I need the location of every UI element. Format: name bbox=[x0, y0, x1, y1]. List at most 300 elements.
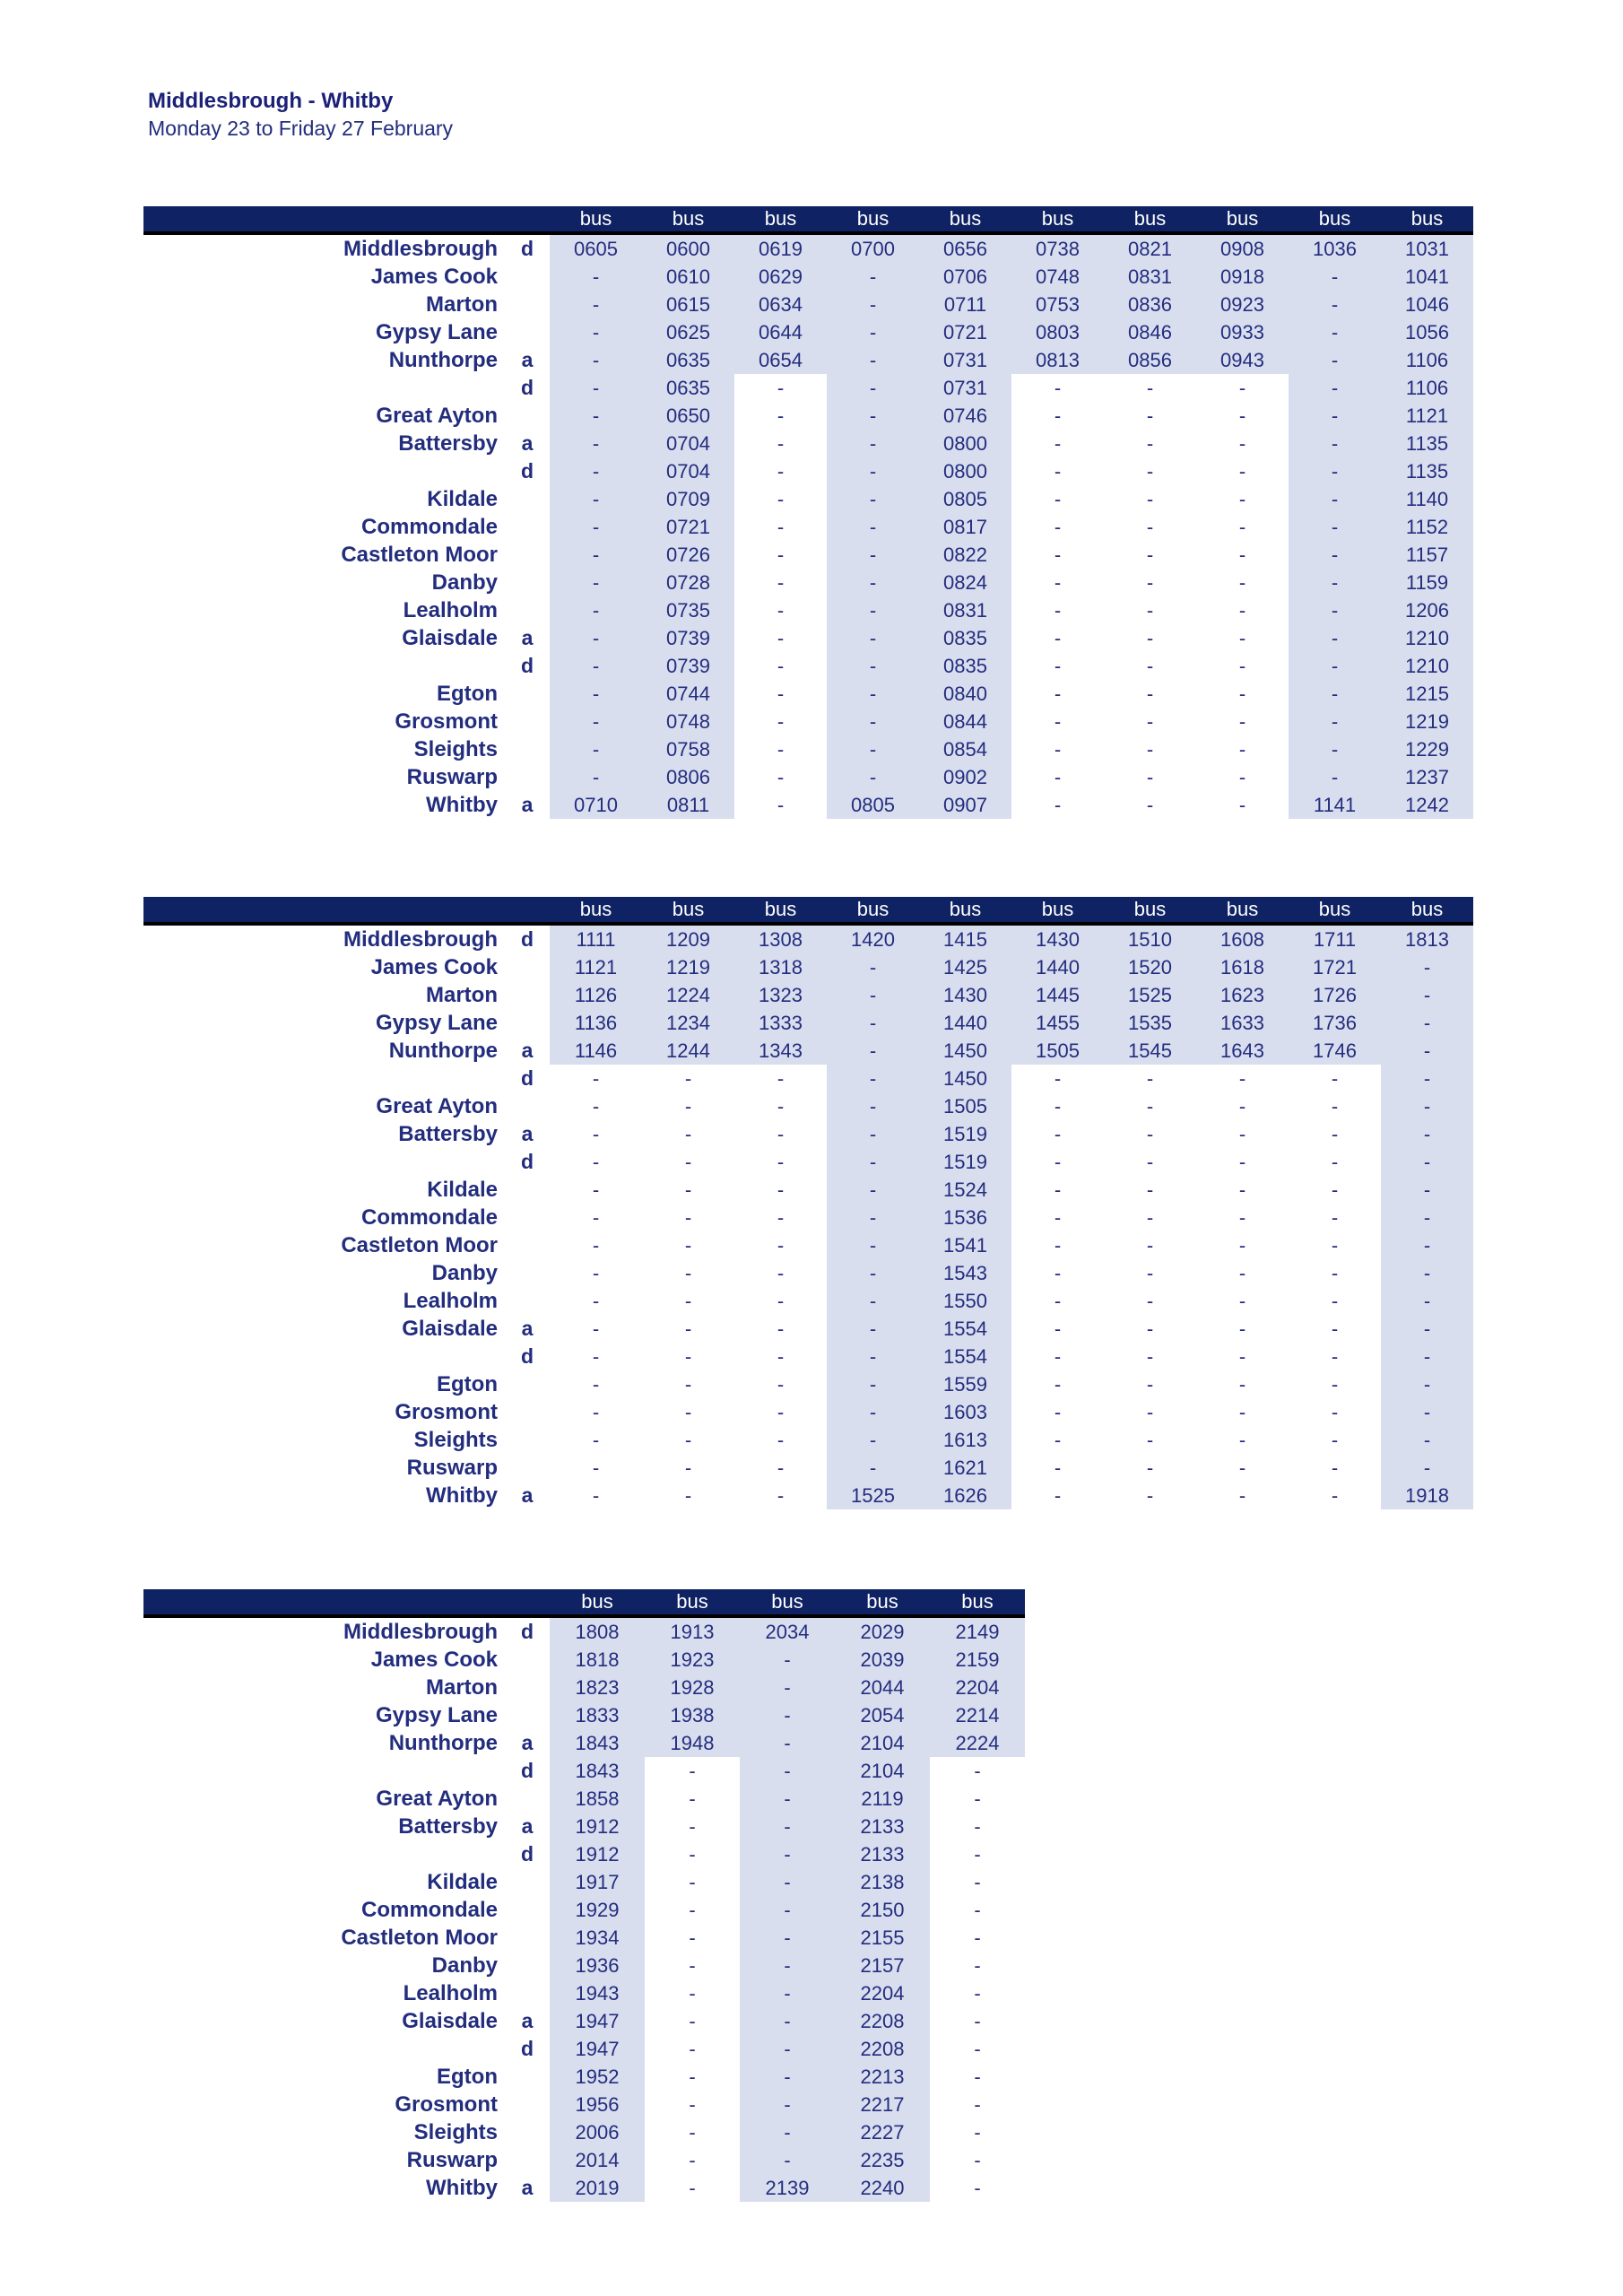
time-cell: 0726 bbox=[642, 541, 734, 569]
time-cell: - bbox=[734, 1315, 827, 1343]
station-name: Kildale bbox=[427, 1869, 498, 1894]
time-cell: 1934 bbox=[550, 1924, 645, 1952]
time-cell: - bbox=[1196, 1231, 1289, 1259]
time-cell: - bbox=[827, 485, 919, 513]
time-cell: - bbox=[740, 2146, 835, 2174]
station-name: Sleights bbox=[413, 2119, 498, 2144]
time-cell: - bbox=[740, 2118, 835, 2146]
time-cell: - bbox=[827, 1148, 919, 1176]
time-cell: 1524 bbox=[919, 1176, 1011, 1204]
time-cell: 1157 bbox=[1381, 541, 1473, 569]
table-row bbox=[143, 1924, 1025, 1952]
time-cell: 0835 bbox=[919, 624, 1011, 652]
time-cell: - bbox=[734, 374, 827, 402]
time-cell: - bbox=[1011, 1120, 1104, 1148]
time-cell: - bbox=[740, 1840, 835, 1868]
arrive-depart-marker bbox=[505, 1426, 550, 1454]
time-cell: 0700 bbox=[827, 233, 919, 263]
time-cell: - bbox=[827, 1009, 919, 1037]
table-row bbox=[143, 1370, 1473, 1398]
station-name: James Cook bbox=[370, 954, 498, 979]
bus-header-label: bus bbox=[550, 1589, 645, 1616]
time-cell: - bbox=[1104, 402, 1196, 430]
time-cell: 1541 bbox=[919, 1231, 1011, 1259]
time-cell: 0739 bbox=[642, 652, 734, 680]
time-cell: - bbox=[550, 513, 642, 541]
time-cell: - bbox=[827, 1454, 919, 1482]
station-name: Gypsy Lane bbox=[375, 319, 498, 344]
station-name: Ruswarp bbox=[406, 1455, 498, 1480]
time-cell: - bbox=[827, 680, 919, 708]
time-cell: - bbox=[827, 652, 919, 680]
time-cell: - bbox=[827, 513, 919, 541]
arrive-depart-marker bbox=[505, 1701, 550, 1729]
table-row bbox=[143, 981, 1473, 1009]
time-cell: - bbox=[930, 2091, 1025, 2118]
arrive-depart-marker bbox=[505, 541, 550, 569]
time-cell: - bbox=[1196, 763, 1289, 791]
time-cell: 0758 bbox=[642, 735, 734, 763]
time-cell: - bbox=[740, 1646, 835, 1674]
time-cell: - bbox=[734, 541, 827, 569]
arrive-depart-marker bbox=[505, 513, 550, 541]
time-cell: 2029 bbox=[835, 1616, 930, 1646]
time-cell: - bbox=[550, 624, 642, 652]
time-cell: 1545 bbox=[1104, 1037, 1196, 1065]
time-cell: - bbox=[1104, 1176, 1196, 1204]
time-cell: - bbox=[827, 708, 919, 735]
time-cell: - bbox=[550, 1176, 642, 1204]
station-name: Lealholm bbox=[403, 597, 498, 622]
time-cell: 1140 bbox=[1381, 485, 1473, 513]
time-cell: 0735 bbox=[642, 596, 734, 624]
time-cell: 0923 bbox=[1196, 291, 1289, 318]
time-cell: - bbox=[1289, 1259, 1381, 1287]
time-cell: - bbox=[1011, 1482, 1104, 1509]
time-cell: - bbox=[1381, 1065, 1473, 1092]
time-cell: - bbox=[734, 1454, 827, 1482]
time-cell: 1525 bbox=[827, 1482, 919, 1509]
time-cell: - bbox=[827, 402, 919, 430]
arrive-depart-marker: d bbox=[520, 1759, 534, 1782]
bus-header-label: bus bbox=[1011, 897, 1104, 924]
time-cell: 2138 bbox=[835, 1868, 930, 1896]
bus-header-label: bus bbox=[919, 206, 1011, 233]
time-cell: 2217 bbox=[835, 2091, 930, 2118]
station-name: Danby bbox=[431, 1260, 498, 1285]
arrive-depart-marker bbox=[505, 1370, 550, 1398]
time-cell: 1041 bbox=[1381, 263, 1473, 291]
time-cell: - bbox=[827, 1092, 919, 1120]
station-name: Nunthorpe bbox=[388, 347, 498, 372]
time-cell: - bbox=[550, 430, 642, 457]
station-name: Marton bbox=[426, 1674, 498, 1700]
station-name: Lealholm bbox=[403, 1980, 498, 2005]
table-row bbox=[143, 1315, 1473, 1343]
time-cell: - bbox=[550, 1482, 642, 1509]
time-cell: - bbox=[1289, 1092, 1381, 1120]
time-cell: 0817 bbox=[919, 513, 1011, 541]
arrive-depart-marker bbox=[505, 1398, 550, 1426]
time-cell: 1440 bbox=[919, 1009, 1011, 1037]
time-cell: 1823 bbox=[550, 1674, 645, 1701]
time-cell: - bbox=[1196, 1454, 1289, 1482]
time-cell: - bbox=[734, 1287, 827, 1315]
time-cell: - bbox=[550, 569, 642, 596]
time-cell: - bbox=[642, 1065, 734, 1092]
time-cell: - bbox=[645, 2146, 740, 2174]
time-cell: 2240 bbox=[835, 2174, 930, 2202]
station-name: Castleton Moor bbox=[341, 1925, 498, 1950]
table-row bbox=[143, 1037, 1473, 1065]
time-cell: - bbox=[642, 1204, 734, 1231]
time-cell: - bbox=[827, 763, 919, 791]
time-cell: 0711 bbox=[919, 291, 1011, 318]
time-cell: 1535 bbox=[1104, 1009, 1196, 1037]
table-row bbox=[143, 430, 1473, 457]
time-cell: - bbox=[1011, 485, 1104, 513]
time-cell: - bbox=[1196, 1092, 1289, 1120]
table-row bbox=[143, 1646, 1025, 1674]
arrive-depart-marker bbox=[505, 1287, 550, 1315]
table-row bbox=[143, 1674, 1025, 1701]
time-cell: - bbox=[645, 1757, 740, 1785]
table-row bbox=[143, 1120, 1473, 1148]
table-row bbox=[143, 1701, 1025, 1729]
time-cell: - bbox=[827, 1037, 919, 1065]
time-cell: 1948 bbox=[645, 1729, 740, 1757]
bus-header-label: bus bbox=[1104, 206, 1196, 233]
station-name: Middlesbrough bbox=[343, 926, 498, 952]
time-cell: - bbox=[645, 1785, 740, 1813]
time-cell: - bbox=[550, 457, 642, 485]
arrive-depart-marker bbox=[505, 1646, 550, 1674]
time-cell: - bbox=[1011, 430, 1104, 457]
time-cell: - bbox=[1011, 1398, 1104, 1426]
time-cell: 1519 bbox=[919, 1148, 1011, 1176]
time-cell: 1554 bbox=[919, 1315, 1011, 1343]
time-cell: - bbox=[550, 1287, 642, 1315]
table-row bbox=[143, 1398, 1473, 1426]
time-cell: - bbox=[1289, 1343, 1381, 1370]
time-cell: - bbox=[550, 291, 642, 318]
table-row bbox=[143, 1259, 1473, 1287]
station-name: Egton bbox=[437, 2064, 498, 2089]
time-cell: 1106 bbox=[1381, 374, 1473, 402]
time-cell: - bbox=[1196, 1343, 1289, 1370]
time-cell: 1603 bbox=[919, 1398, 1011, 1426]
station-name bbox=[143, 652, 505, 680]
time-cell: 0710 bbox=[550, 791, 642, 819]
time-cell: 0704 bbox=[642, 430, 734, 457]
time-cell: - bbox=[1011, 541, 1104, 569]
time-cell: 1242 bbox=[1381, 791, 1473, 819]
time-cell: - bbox=[827, 981, 919, 1009]
time-cell: - bbox=[1381, 1426, 1473, 1454]
table-row bbox=[143, 1204, 1473, 1231]
time-cell: - bbox=[1289, 263, 1381, 291]
time-cell: - bbox=[1289, 569, 1381, 596]
station-name: Whitby bbox=[426, 1483, 498, 1508]
station-name: Grosmont bbox=[395, 709, 498, 734]
time-cell: 0746 bbox=[919, 402, 1011, 430]
time-cell: - bbox=[550, 708, 642, 735]
time-cell: - bbox=[1011, 1204, 1104, 1231]
time-cell: - bbox=[550, 1231, 642, 1259]
time-cell: - bbox=[1104, 1092, 1196, 1120]
bus-header-label: bus bbox=[1196, 897, 1289, 924]
arrive-depart-marker bbox=[505, 2091, 550, 2118]
time-cell: 2044 bbox=[835, 1674, 930, 1701]
time-cell: 1519 bbox=[919, 1120, 1011, 1148]
time-cell: 0721 bbox=[642, 513, 734, 541]
arrive-depart-marker: d bbox=[520, 1620, 534, 1643]
time-cell: 0634 bbox=[734, 291, 827, 318]
time-cell: - bbox=[827, 1287, 919, 1315]
arrive-depart-marker: a bbox=[521, 1814, 534, 1838]
time-cell: 1559 bbox=[919, 1370, 1011, 1398]
timetable-midday bbox=[143, 897, 1473, 1509]
time-cell: - bbox=[1381, 1204, 1473, 1231]
station-name: Castleton Moor bbox=[341, 1232, 498, 1257]
time-cell: - bbox=[1381, 1120, 1473, 1148]
time-cell: 1918 bbox=[1381, 1482, 1473, 1509]
time-cell: 1141 bbox=[1289, 791, 1381, 819]
time-cell: - bbox=[642, 1370, 734, 1398]
time-cell: 2019 bbox=[550, 2174, 645, 2202]
time-cell: - bbox=[1104, 708, 1196, 735]
time-cell: - bbox=[645, 1924, 740, 1952]
station-name: Marton bbox=[426, 982, 498, 1007]
time-cell: 0806 bbox=[642, 763, 734, 791]
time-cell: 1943 bbox=[550, 1979, 645, 2007]
time-cell: - bbox=[1011, 1065, 1104, 1092]
time-cell: 1917 bbox=[550, 1868, 645, 1896]
time-cell: - bbox=[645, 2091, 740, 2118]
time-cell: - bbox=[740, 1924, 835, 1952]
time-cell: 2139 bbox=[740, 2174, 835, 2202]
time-cell: - bbox=[1196, 708, 1289, 735]
table-row bbox=[143, 513, 1473, 541]
bus-header-label: bus bbox=[1381, 206, 1473, 233]
arrive-depart-marker: d bbox=[520, 1066, 534, 1090]
time-cell: - bbox=[1289, 346, 1381, 374]
time-cell: - bbox=[645, 1979, 740, 2007]
station-name: Danby bbox=[431, 570, 498, 595]
time-cell: - bbox=[1104, 1287, 1196, 1315]
time-cell: 1621 bbox=[919, 1454, 1011, 1482]
arrive-depart-marker bbox=[505, 953, 550, 981]
time-cell: - bbox=[642, 1426, 734, 1454]
time-cell: 1146 bbox=[550, 1037, 642, 1065]
time-cell: - bbox=[642, 1287, 734, 1315]
time-cell: - bbox=[1289, 318, 1381, 346]
time-cell: - bbox=[1289, 1398, 1381, 1426]
time-cell: 0704 bbox=[642, 457, 734, 485]
time-cell: 1952 bbox=[550, 2063, 645, 2091]
time-cell: - bbox=[645, 2035, 740, 2063]
bus-header-label: bus bbox=[1289, 206, 1381, 233]
time-cell: - bbox=[550, 1092, 642, 1120]
time-cell: - bbox=[550, 1454, 642, 1482]
time-cell: - bbox=[1196, 1148, 1289, 1176]
time-cell: 1219 bbox=[642, 953, 734, 981]
time-cell: - bbox=[550, 1259, 642, 1287]
time-cell: 0805 bbox=[919, 485, 1011, 513]
time-cell: - bbox=[1289, 652, 1381, 680]
table-row bbox=[143, 1616, 1025, 1646]
time-cell: - bbox=[734, 402, 827, 430]
time-cell: 1244 bbox=[642, 1037, 734, 1065]
time-cell: - bbox=[827, 569, 919, 596]
time-cell: - bbox=[1011, 1231, 1104, 1259]
time-cell: - bbox=[1196, 485, 1289, 513]
time-cell: - bbox=[734, 430, 827, 457]
time-cell: 2104 bbox=[835, 1729, 930, 1757]
arrive-depart-marker bbox=[505, 596, 550, 624]
time-cell: - bbox=[1196, 513, 1289, 541]
table-row bbox=[143, 680, 1473, 708]
time-cell: 2224 bbox=[930, 1729, 1025, 1757]
time-cell: - bbox=[740, 1868, 835, 1896]
time-cell: - bbox=[1289, 708, 1381, 735]
time-cell: - bbox=[1011, 708, 1104, 735]
table-row bbox=[143, 1979, 1025, 2007]
timetable-table bbox=[143, 897, 1473, 1509]
station-name: Nunthorpe bbox=[388, 1038, 498, 1063]
bus-header-label: bus bbox=[1011, 206, 1104, 233]
time-cell: 0721 bbox=[919, 318, 1011, 346]
time-cell: - bbox=[1196, 596, 1289, 624]
table-row bbox=[143, 1757, 1025, 1785]
time-cell: - bbox=[1104, 763, 1196, 791]
station-name: Egton bbox=[437, 1371, 498, 1396]
time-cell: 2208 bbox=[835, 2035, 930, 2063]
time-cell: - bbox=[1381, 1398, 1473, 1426]
time-cell: - bbox=[642, 1343, 734, 1370]
time-cell: 0635 bbox=[642, 374, 734, 402]
arrive-depart-marker: a bbox=[521, 1731, 534, 1754]
time-cell: 1923 bbox=[645, 1646, 740, 1674]
arrive-depart-marker: a bbox=[521, 1317, 534, 1340]
time-cell: - bbox=[1104, 624, 1196, 652]
time-cell: 2039 bbox=[835, 1646, 930, 1674]
arrive-depart-marker bbox=[505, 2118, 550, 2146]
time-cell: 1343 bbox=[734, 1037, 827, 1065]
time-cell: 0846 bbox=[1104, 318, 1196, 346]
time-cell: 0644 bbox=[734, 318, 827, 346]
time-cell: 1938 bbox=[645, 1701, 740, 1729]
time-cell: - bbox=[734, 513, 827, 541]
time-cell: 2204 bbox=[930, 1674, 1025, 1701]
time-cell: - bbox=[1196, 1176, 1289, 1204]
table-row bbox=[143, 402, 1473, 430]
time-cell: 1858 bbox=[550, 1785, 645, 1813]
time-cell: - bbox=[827, 430, 919, 457]
table-row bbox=[143, 708, 1473, 735]
time-cell: 0933 bbox=[1196, 318, 1289, 346]
time-cell: - bbox=[734, 1231, 827, 1259]
time-cell: 1440 bbox=[1011, 953, 1104, 981]
time-cell: 1219 bbox=[1381, 708, 1473, 735]
time-cell: - bbox=[1104, 569, 1196, 596]
bus-header-label: bus bbox=[930, 1589, 1025, 1616]
time-cell: 1224 bbox=[642, 981, 734, 1009]
time-cell: - bbox=[1196, 735, 1289, 763]
bus-header-label: bus bbox=[1381, 897, 1473, 924]
station-name: Commondale bbox=[360, 1897, 498, 1922]
arrive-depart-marker: a bbox=[521, 1039, 534, 1062]
table-row bbox=[143, 1148, 1473, 1176]
time-cell: - bbox=[1011, 624, 1104, 652]
time-cell: - bbox=[1011, 1426, 1104, 1454]
time-cell: 0822 bbox=[919, 541, 1011, 569]
time-cell: 0821 bbox=[1104, 233, 1196, 263]
time-cell: - bbox=[930, 1840, 1025, 1868]
page-title: Middlesbrough - Whitby bbox=[148, 89, 394, 113]
station-name: Danby bbox=[431, 1952, 498, 1978]
station-name bbox=[143, 1757, 505, 1785]
time-cell: 0744 bbox=[642, 680, 734, 708]
time-cell: 2214 bbox=[930, 1701, 1025, 1729]
time-cell: - bbox=[827, 1426, 919, 1454]
time-cell: - bbox=[1011, 1092, 1104, 1120]
time-cell: - bbox=[1011, 374, 1104, 402]
bus-header-label: bus bbox=[550, 206, 642, 233]
time-cell: - bbox=[1289, 1426, 1381, 1454]
time-cell: 1947 bbox=[550, 2007, 645, 2035]
time-cell: - bbox=[930, 2146, 1025, 2174]
time-cell: 0800 bbox=[919, 430, 1011, 457]
time-cell: - bbox=[1196, 1370, 1289, 1398]
time-cell: - bbox=[1011, 1287, 1104, 1315]
time-cell: 1808 bbox=[550, 1616, 645, 1646]
arrive-depart-marker bbox=[505, 2063, 550, 2091]
bus-header-label: bus bbox=[835, 1589, 930, 1616]
time-cell: 1450 bbox=[919, 1065, 1011, 1092]
time-cell: - bbox=[645, 1840, 740, 1868]
time-cell: - bbox=[1289, 457, 1381, 485]
table-row bbox=[143, 2091, 1025, 2118]
time-cell: - bbox=[1196, 541, 1289, 569]
time-cell: - bbox=[1011, 596, 1104, 624]
time-cell: 1425 bbox=[919, 953, 1011, 981]
time-cell: - bbox=[550, 318, 642, 346]
time-cell: 1726 bbox=[1289, 981, 1381, 1009]
time-cell: - bbox=[827, 624, 919, 652]
time-cell: 0748 bbox=[642, 708, 734, 735]
time-cell: - bbox=[734, 791, 827, 819]
time-cell: 1318 bbox=[734, 953, 827, 981]
time-cell: - bbox=[550, 763, 642, 791]
time-cell: 0918 bbox=[1196, 263, 1289, 291]
time-cell: 2157 bbox=[835, 1952, 930, 1979]
arrive-depart-marker: a bbox=[521, 348, 534, 371]
header-row bbox=[143, 1589, 1025, 1616]
time-cell: 1455 bbox=[1011, 1009, 1104, 1037]
time-cell: - bbox=[734, 569, 827, 596]
time-cell: - bbox=[550, 541, 642, 569]
station-name: Ruswarp bbox=[406, 764, 498, 789]
time-cell: - bbox=[827, 346, 919, 374]
time-cell: - bbox=[1289, 1454, 1381, 1482]
time-cell: 1420 bbox=[827, 924, 919, 953]
station-name: James Cook bbox=[370, 264, 498, 289]
arrive-depart-marker bbox=[505, 1092, 550, 1120]
table-row bbox=[143, 1454, 1473, 1482]
time-cell: 1912 bbox=[550, 1813, 645, 1840]
time-cell: - bbox=[930, 1757, 1025, 1785]
